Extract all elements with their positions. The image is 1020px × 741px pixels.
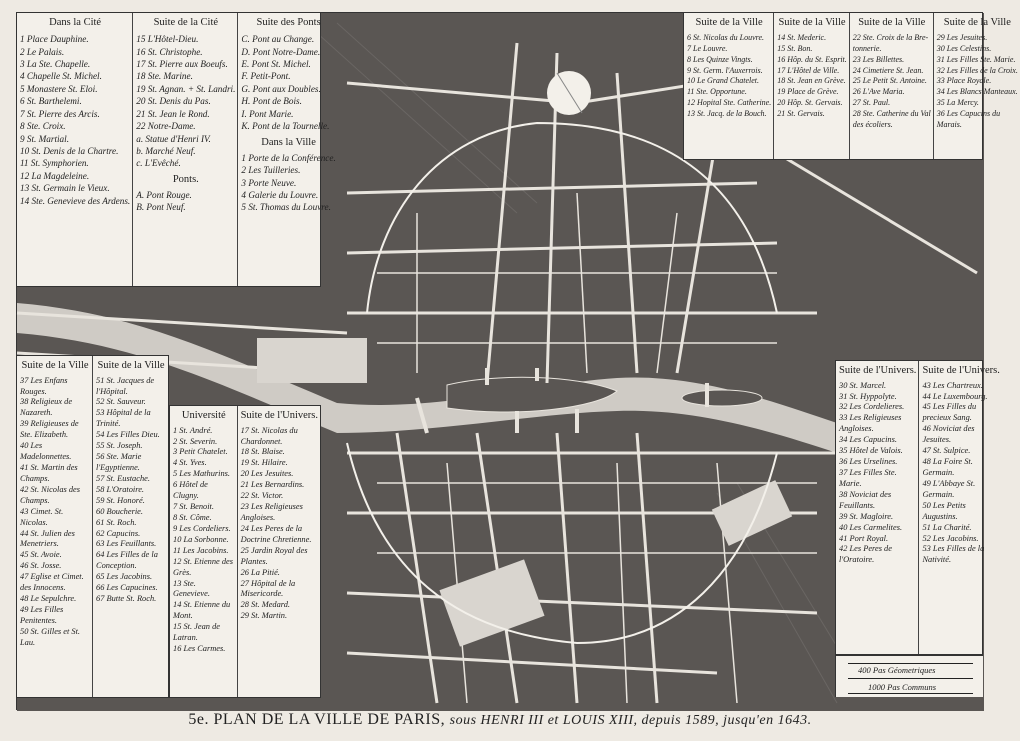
legend-column [934, 13, 1020, 159]
map-title [0, 711, 1000, 729]
legend-entry: 66 Les Capucines. [96, 583, 158, 593]
legend-entry: 40 Les Madelonnettes. [20, 441, 72, 462]
legend-entry: 1 Porte de la Conférence. [241, 152, 336, 163]
legend-entry: Marais. [936, 119, 962, 129]
legend-entry: 20 Les Jesuites. [240, 469, 294, 479]
legend-bottom-middle [169, 405, 321, 698]
tuileries-garden [257, 338, 367, 383]
legend-entry: 28 Ste. Catherine du Val [852, 108, 931, 118]
legend-entry: 33 Les Religieuses Angloises. [839, 413, 902, 434]
legend-entry: 38 Religieux de Nazareth. [20, 397, 73, 418]
legend-column-title: Suite de l'Univers. [240, 410, 318, 421]
legend-column-title: Suite de la Ville [778, 17, 846, 28]
legend-entry: 46 St. Josse. [20, 561, 62, 571]
legend-entry: E. Pont St. Michel. [241, 59, 311, 70]
legend-entry: 51 St. Jacques de l'Hôpital. [96, 375, 155, 396]
legend-entry: K. Pont de la Tournelle. [241, 121, 330, 132]
legend-bottom-left [16, 355, 169, 698]
legend-entry: 14 Ste. Genevieve des Ardens. [20, 195, 131, 206]
legend-entry: 4 St. Yves. [173, 458, 207, 468]
legend-entry: 54 Les Filles Dieu. [96, 430, 160, 440]
legend-entry: 63 Les Feuillants. [96, 539, 157, 549]
legend-entry: c. L'Evêché. [136, 158, 181, 169]
legend-entry: 7 St. Pierre des Arcis. [20, 108, 100, 119]
legend-entry: A. Pont Rouge. [136, 189, 192, 200]
legend-entry: 6 St. Nicolas du Louvre. [687, 33, 765, 43]
legend-entry: 19 Place de Grève. [777, 87, 839, 97]
legend-entry: 1 St. André. [173, 425, 213, 435]
legend-entry: 22 Ste. Croix de la Bre- [852, 33, 929, 43]
legend-entry: 40 Les Carmelites. [839, 522, 903, 532]
legend-subtitle: Dans la Ville [261, 136, 316, 148]
legend-entry: 6 St. Barthelemi. [20, 96, 82, 107]
legend-entry: 49 L'Abbaye St. Germain. [922, 478, 976, 499]
legend-entry: 3 Porte Neuve. [241, 177, 297, 188]
legend-entry: 46 Noviciat des Jesuites. [922, 424, 975, 445]
legend-entry: 27 St. Paul. [852, 97, 891, 107]
legend-column [17, 356, 93, 697]
legend-column [17, 13, 133, 286]
legend-entry: 9 St. Germ. l'Auxerrois. [687, 65, 763, 75]
legend-entry: 50 St. Gilles et St. Lau. [20, 626, 81, 647]
scale-line-mid [848, 678, 973, 679]
legend-column [684, 13, 774, 159]
legend-entry: 2 Les Tuilleries. [241, 165, 301, 176]
legend-entry: 2 Le Palais. [20, 46, 65, 57]
legend-entry: G. Pont aux Doubles. [241, 83, 321, 94]
legend-column-title: Suite de l'Univers. [839, 365, 917, 376]
legend-entry: C. Pont au Change. [241, 34, 315, 45]
legend-entry: 36 Les Urselines. [839, 457, 898, 467]
legend-column [238, 13, 337, 286]
legend-entry: 3 Petit Chatelet. [173, 447, 228, 457]
legend-entry: 10 Le Grand Chatelet. [687, 76, 759, 86]
legend-entry: a. Statue d'Henri IV. [136, 133, 211, 144]
legend-entry: 24 Cimetiere St. Jean. [852, 65, 924, 75]
legend-bottom-right [835, 360, 1000, 655]
legend-column-title: Suite de l'Univers. [922, 365, 1000, 376]
legend-entry: 52 Les Jacobins. [922, 533, 979, 543]
legend-entry: 24 Les Peres de la Doctrine Chretienne. [240, 523, 312, 544]
legend-entry: 12 St. Etienne des Grès. [173, 556, 234, 577]
legend-column [93, 356, 168, 697]
legend-entry: 42 St. Nicolas des Champs. [20, 484, 81, 505]
legend-entry: 51 La Charité. [922, 522, 972, 532]
legend-entry: 20 Hôp. St. Gervais. [777, 97, 843, 107]
legend-entry: 16 Les Carmes. [173, 644, 226, 654]
legend-entry: 39 Religieuses de Ste. Elizabeth. [20, 419, 79, 440]
legend-entry: 10 St. Denis de la Chartre. [20, 145, 119, 156]
legend-entry: 35 La Mercy. [936, 97, 979, 107]
legend-entry: 64 Les Filles de la Conception. [96, 550, 158, 571]
map-title-main: 5e. PLAN DE LA VILLE DE PARIS, [188, 711, 446, 728]
legend-entry: 8 Les Quinze Vingts. [687, 54, 753, 64]
legend-entry: 19 St. Hilaire. [240, 458, 288, 468]
legend-entry: 2 St. Severin. [173, 436, 218, 446]
legend-entry: 6 Hôtel de Clugny. [173, 480, 208, 501]
legend-entry: 11 St. Symphorien. [20, 158, 89, 169]
legend-entry: 14 St. Mederic. [777, 33, 827, 43]
legend-entry: 25 Jardin Royal des Plantes. [240, 545, 308, 566]
scale-bar [835, 655, 983, 697]
legend-entry: 20 St. Denis du Pas. [136, 96, 211, 107]
legend-entry: 53 Les Filles de la Nativité. [922, 544, 985, 565]
legend-entry: 14 St. Etienne du Mont. [173, 600, 231, 621]
legend-entry: 3 La Ste. Chapelle. [20, 59, 91, 70]
legend-entry: 32 Les Cordelieres. [839, 402, 905, 412]
legend-entry: 41 Port Royal. [839, 533, 889, 543]
legend-entry: 18 St. Jean en Grève. [777, 76, 846, 86]
legend-entry: 15 L'Hôtel-Dieu. [136, 34, 199, 45]
legend-entry: 11 Ste. Opportune. [687, 87, 747, 97]
legend-entry: 21 St. Gervais. [777, 108, 825, 118]
legend-entry: 29 St. Martin. [240, 611, 288, 621]
legend-entry: 15 St. Bon. [777, 43, 813, 53]
legend-entry: 35 Hôtel de Valois. [839, 446, 903, 456]
legend-entry: 12 La Magdeleine. [20, 170, 90, 181]
legend-entry: 19 St. Agnan. + St. Landri. [136, 83, 236, 94]
scale-line-bottom [848, 693, 973, 694]
scale-label-1: 400 Pas Géometriques [858, 665, 936, 675]
legend-entry: 13 Ste. Genevieve. [173, 578, 210, 599]
legend-entry: 7 St. Benoit. [173, 502, 214, 512]
legend-entry: 17 St. Pierre aux Boeufs. [136, 59, 228, 70]
legend-entry: 47 St. Sulpice. [922, 446, 971, 456]
legend-entry: 52 St. Sauveur. [96, 397, 146, 407]
legend-entry: 45 Les Filles du precieux Sang. [922, 402, 977, 423]
legend-entry: 45 St. Avoie. [20, 550, 62, 560]
legend-entry: 11 Les Jacobins. [173, 545, 229, 555]
legend-column [133, 13, 238, 286]
legend-entry: 42 Les Peres de l'Oratoire. [839, 544, 892, 565]
legend-entry: 32 Les Filles de la Croix. [936, 65, 1018, 75]
legend-column [919, 361, 1001, 654]
legend-entry: 57 St. Eustache. [96, 473, 150, 483]
legend-column-title: Université [181, 410, 226, 421]
legend-column-title: Suite de la Ville [21, 360, 89, 371]
legend-entry: 22 Notre-Dame. [136, 121, 196, 132]
legend-column [170, 406, 238, 697]
legend-column-title: Suite de la Ville [858, 17, 926, 28]
legend-entry: 65 Les Jacobins. [96, 572, 153, 582]
legend-entry: 39 St. Magloire. [839, 511, 894, 521]
legend-entry: 49 Les Filles Penitentes. [20, 605, 64, 625]
legend-entry: b. Marché Neuf. [136, 145, 196, 156]
legend-entry: 61 St. Roch. [96, 517, 137, 527]
legend-entry: 28 St. Medard. [240, 600, 291, 610]
legend-entry: 47 Eglise et Cimet. des Innocens. [20, 572, 84, 593]
legend-entry: 41 St. Martin des Champs. [20, 463, 78, 483]
legend-entry: 48 La Foire St. Germain. [922, 457, 973, 478]
legend-entry: 37 Les Enfans Rouges. [20, 375, 68, 396]
legend-entry: 60 Boucherie. [96, 506, 143, 516]
ile-saint-louis [682, 390, 762, 406]
legend-entry: 5 St. Thomas du Louvre. [241, 202, 331, 213]
legend-entry: 16 St. Christophe. [136, 46, 203, 57]
legend-entry: 8 Ste. Croix. [20, 121, 66, 132]
legend-entry: 31 Les Filles Ste. Marie. [936, 54, 1016, 64]
legend-entry: 21 Les Bernardins. [240, 480, 305, 490]
legend-entry: 1 Place Dauphine. [20, 34, 89, 45]
legend-entry: 12 Hopital Ste. Catherine. [687, 97, 772, 107]
legend-column-title: Suite de la Ville [97, 360, 165, 371]
legend-column-title: Suite de la Ville [943, 17, 1011, 28]
legend-entry: 37 Les Filles Ste. Marie. [839, 468, 897, 488]
legend-column-title: Suite de la Ville [695, 17, 763, 28]
legend-entry: 30 Les Celestins. [936, 43, 992, 53]
legend-column-title: Suite des Ponts [256, 17, 321, 28]
legend-entry: 33 Place Royale. [936, 76, 992, 86]
legend-entry: 17 L'Hôtel de Ville. [777, 65, 840, 75]
legend-entry: 36 Les Capucins du [936, 108, 1001, 118]
legend-entry: 18 St. Blaise. [240, 447, 285, 457]
legend-entry: 18 Ste. Marine. [136, 71, 193, 82]
legend-entry: 9 St. Martial. [20, 133, 70, 144]
legend-entry: 7 Le Louvre. [687, 43, 728, 53]
legend-entry: 4 Chapelle St. Michel. [20, 71, 102, 82]
legend-entry: 5 Monastere St. Eloi. [20, 83, 98, 94]
legend-entry: H. Pont de Bois. [241, 96, 302, 107]
scale-line-top [848, 663, 973, 664]
legend-entry: 27 Hôpital de la Misericorde. [240, 578, 296, 599]
legend-entry: 43 Les Chartreux. [922, 380, 983, 390]
legend-entry: 43 Cimet. St. Nicolas. [20, 506, 64, 527]
legend-entry: 23 Les Religieuses Angloises. [240, 502, 303, 523]
legend-entry: I. Pont Marie. [241, 108, 294, 119]
legend-column-title: Suite de la Cité [153, 17, 219, 28]
legend-entry: 53 Hôpital de la Trinité. [96, 408, 151, 429]
legend-entry: 44 Le Luxembourg. [922, 391, 988, 401]
legend-entry: 16 Hôp. du St. Esprit. [777, 54, 847, 64]
legend-column-title: Dans la Cité [49, 17, 102, 28]
legend-entry: 30 St. Marcel. [839, 380, 887, 390]
legend-column [836, 361, 919, 654]
legend-entry: 17 St. Nicolas du Chardonnet. [240, 425, 298, 446]
legend-entry: 21 St. Jean le Rond. [136, 108, 210, 119]
legend-entry: 58 L'Oratoire. [96, 484, 145, 494]
legend-entry: 48 Le Sepulchre. [20, 594, 77, 604]
legend-entry: 56 Ste. Marie l'Egyptienne. [96, 452, 142, 473]
scale-label-2: 1000 Pas Communs [868, 682, 937, 692]
legend-entry: 25 Le Petit St. Antoine. [852, 76, 927, 86]
legend-column [850, 13, 934, 159]
legend-entry: 8 St. Côme. [173, 513, 212, 523]
legend-entry: 26 La Pitié. [240, 567, 280, 577]
legend-entry: 55 St. Joseph. [96, 441, 143, 451]
legend-entry: tonnerie. [852, 43, 882, 53]
legend-entry: 13 St. Jacq. de la Bouch. [687, 108, 767, 118]
legend-entry: D. Pont Notre-Dame. [241, 46, 321, 57]
legend-entry: 13 St. Germain le Vieux. [20, 183, 110, 194]
legend-entry: 15 St. Jean de Latran. [173, 622, 220, 643]
legend-entry: 50 Les Petits Augustins. [922, 500, 966, 521]
legend-entry: 38 Noviciat des Feuillants. [839, 489, 892, 510]
legend-entry: 4 Galerie du Louvre. [241, 189, 319, 200]
legend-entry: 9 Les Cordeliers. [173, 523, 231, 533]
legend-entry: 44 St. Julien des Menetriers. [20, 528, 75, 549]
legend-entry: des écoliers. [852, 119, 893, 129]
legend-entry: 5 Les Mathurins. [173, 469, 231, 479]
legend-top-left [16, 12, 336, 287]
legend-entry: 10 La Sorbonne. [173, 534, 229, 544]
legend-entry: 67 Butte St. Roch. [96, 594, 157, 604]
legend-entry: 23 Les Billettes. [852, 54, 905, 64]
legend-entry: 29 Les Jesuites. [936, 33, 988, 43]
legend-entry: 26 L'Ave Maria. [852, 87, 905, 97]
legend-top-right [683, 12, 1018, 160]
legend-entry: 31 St. Hyppolyte. [839, 391, 897, 401]
legend-column [238, 406, 320, 697]
legend-entry: 62 Capucins. [96, 528, 141, 538]
legend-entry: F. Petit-Pont. [241, 71, 291, 82]
legend-entry: 34 Les Capucins. [839, 435, 897, 445]
legend-subtitle: Ponts. [172, 173, 199, 185]
legend-entry: 59 St. Honoré. [96, 495, 145, 505]
legend-entry: 34 Les Blancs Manteaux. [936, 87, 1018, 97]
legend-entry: B. Pont Neuf. [136, 202, 186, 213]
legend-entry: 22 St. Victor. [240, 491, 284, 501]
legend-column [774, 13, 850, 159]
map-title-sub: sous HENRI III et LOUIS XIII, depuis 1589, jusqu'en 1643. [449, 713, 812, 728]
